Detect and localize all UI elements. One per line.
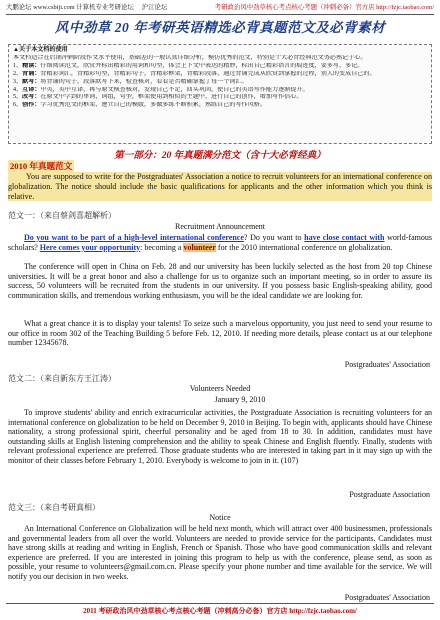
header-left-text: 大鹏论坛 www.csbiji.com 计算机专业考研论坛 沪江论坛 [6,4,168,11]
essay1-signature: Postgraduates' Association [344,360,430,369]
essay2-paragraph-1: To improve students' ability and enrich extracurricular activities, the Postgraduate Association is recruiting volunteers for an international conference on globalization to be held on December 9, 2010 in Beijing. To begin with, applicants should have Chinese nationality, a strong professional spirit, cheerful personality and be aged from 18 to 30. In addition, candidates must have outstanding skills at English listening comprehension and the ability to speak Chinese and English fluently. Finally, students with relevant professional experience are preferred. Those graduate students who are interested in taking part in it may sign up with the monitor of their classes before February 1, 2010. Everybody is welcome to join in it. (107) [8,408,432,465]
essay3-heading: Notice [209,513,231,522]
header-right-link[interactable]: 考研政治风中劲草核心考点核心考题（冲刺必备）官方店 http://fzjc.taobao.com/ [214,4,434,11]
essay2-signature: Postgraduate Association [349,490,430,499]
usage-note-item: 4、互译：中英，英中互译，再与原文核查核对，发现自己不足，回头巩固，使自己的英语写作能力逐渐提升。 [13,86,309,93]
page-footer[interactable]: 2011 考研政治风中劲草核心考点核心考题（冲刺高分必备）官方店 http://fzjc.taobao.com/ [6,603,434,616]
question-title: 2010 年真题范文 [10,161,73,171]
section-title: 第一部分：20 年真题满分范文（含十大必背经典） [114,151,326,161]
essay2-date: January 9, 2010 [214,395,266,404]
essay2-heading: Volunteers Needed [189,384,251,393]
page-header [6,2,434,15]
usage-note-item: 1、精读：仔细阅读范文，欣赏并标出精彩的用词和句型，体会上下文中表达的精妙，标出自己精彩语言的痕迹度，要多写，多记。 [13,62,364,69]
usage-note-item: 6、创作：学习优秀范文的框架，建立自己的模版，多做多练不断积累，熟练自己的写作风格。 [13,102,266,109]
usage-notes-box [8,44,432,144]
document-title: 风中劲草 20 年考研英语精选必背真题范文及必背素材 [54,20,386,35]
essay3-signature: Postgraduates' Association [344,593,430,602]
usage-note-item: 2、背诵：背精彩词汇，背精彩句型，背精彩句子，背精彩框架，背精彩段落，通过背诵完成从欣赏到掌握的过程，别人的变成自己的。 [13,70,376,77]
usage-notes-heading: ▲关于本文档的使用 [13,47,68,53]
essay2-label: 范文二：（来自新东方王江涛） [8,374,116,383]
essay1-paragraph-2: The conference will open in China on Feb. 28 and our university has been luckily selected as the host from 20 top Chinese universities. It will be a great honor and also a challenge for us to organize such an important meeting, so in order to assure its success, 50 volunteers will be recruited from the students in our university. If you possess basic English-speaking ability, good communication skills, and tremendous working enthusiasm, you will be the ideal candidate we are looking for. [8,262,432,300]
usage-notes-lead: 本文档适合在后期冲刺阶段作文水平使用，基础差的一般认真详细分析，模仿优秀的范文，特别是十大必背经典范文务必熟记于心。 [13,54,367,61]
essay1-paragraph-1: Do you want to be part of a high-level international conference? Do you want to have close contact with world-famous scholars? Here comes your opportunity: becoming a volunteer for the 2010 international conference on globalization. [8,233,432,252]
essay3-paragraph-1: An International Conference on Globalization will be held next month, which will attract over 400 businessmen, professionals and governmental leaders from all over the world. Volunteers are needed to provide service for the participants. Candidates must have strong skills at reading and writing in English, French or Spanish. Those who have good communication skills and relevant experience are preferred. If you are interested in joining this program to help us with the conference, please send, as soon as possible, your resume to volunteers@gmail.com.cn. Please specify your phone number and time available for the service. We will notify you our decision in two weeks. [8,524,432,581]
essay1-heading: Recruitment Announcement [175,222,265,231]
essay1-label: 范文一：（来自蔡剑喜超解析） [8,211,116,220]
question-prompt: You are supposed to write for the Postgraduates' Association a notice to recruit volunteers for an international conference on globalization. The notice should include the basic qualifications for applicants and the other information which you think is relative. [8,172,432,201]
usage-note-item: 3、默写：将背诵的句子，段落默写下来，检查核对，看看是否精确掌握了每一个词汇。 [13,78,248,85]
usage-note-item: 5、改写：在原文中学到的单词，词组，句型，框架使用到相似的主题中，进行自己的创作，增加写作信心。 [13,94,303,101]
essay1-paragraph-3: What a great chance it is to display your talents! To seize such a marvelous opportunity, you just need to send your resume to our office in room 302 of the Teaching Building 5 before Feb. 12, 2010. If needing more details, please contact us at our telephone number 12345678. [8,319,432,347]
essay3-label: 范文三：（来自考研真相） [8,503,100,512]
